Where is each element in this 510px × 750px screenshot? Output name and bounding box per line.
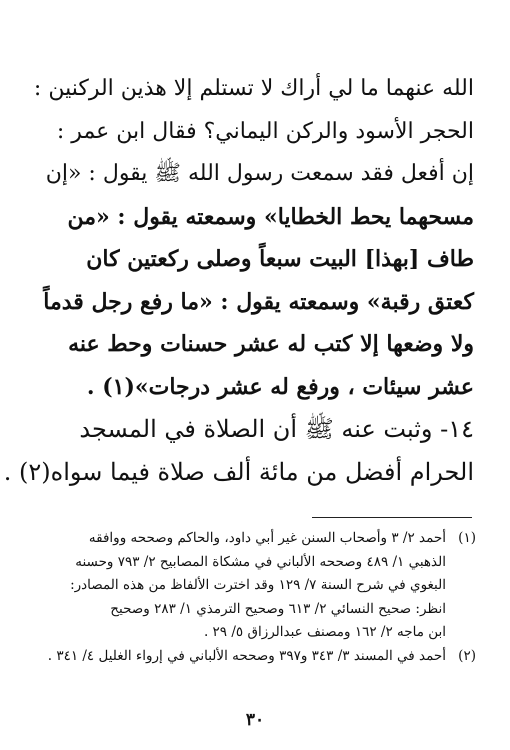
text-line: الله عنهما ما لي أراك لا تستلم إلا هذين الركنين : (33, 76, 474, 101)
text-line: مسحهما يحط الخطايا» وسمعته يقول : «من (67, 203, 474, 230)
footnote-line (36, 527, 476, 551)
footnote-line: انظر: صحيح النسائي ٢/ ٦١٣ وصحيح الترمذي ١/ ٢٨٣ وصحيح (110, 600, 446, 617)
text-line: إن أفعل فقد سمعت رسول الله ﷺ يقول : «إن (45, 161, 474, 186)
footnote-number: (١) (458, 530, 476, 546)
footnote-text: أحمد ٢/ ٣ وأصحاب السنن غير أبي داود، والحاكم وصححه ووافقه (88, 530, 446, 546)
text-line: الحرام أفضل من مائة ألف صلاة فيما سواه(٢) . (3, 457, 474, 486)
main-text (3, 68, 474, 493)
text-line: الحجر الأسود والركن اليماني؟ فقال ابن عمر : (56, 118, 474, 144)
footnote-text: أحمد في المسند ٣/ ٣٤٣ و٣٩٧ وصححه الألباني في إرواء الغليل ٤/ ٣٤١ . (47, 647, 446, 664)
footnote-line (36, 645, 476, 669)
text-line: عشر سيئات ، ورفع له عشر درجات»(١) . (86, 373, 474, 400)
footnote-number: (٢) (458, 647, 476, 664)
footnote-line: البغوي في شرح السنة ٧/ ١٢٩ وقد اخترت الألفاظ من هذه المصادر: (70, 577, 446, 593)
footnote-divider (312, 517, 472, 518)
text-line: طاف [بهذا] البيت سبعاً وصلى ركعتين كان (86, 246, 474, 272)
footnote-line: الذهبي ١/ ٤٨٩ وصححه الألباني في مشكاة المصابيح ٢/ ٧٩٣ وحسنه (75, 553, 446, 570)
footnote-line: ابن ماجه ٢/ ١٦٢ ومصنف عبدالرزاق ٥/ ٢٩ . (203, 624, 446, 640)
text-line: ولا وضعها إلا كتب له عشر حسنات وحط عنه (68, 331, 474, 357)
text-line: كعتق رقبة» وسمعته يقول : «ما رفع رجل قدماً (43, 288, 474, 315)
text-line: ١٤- وثبت عنه ﷺ أن الصلاة في المسجد (79, 415, 474, 443)
page-number: ٣٠ (245, 710, 265, 730)
footnotes (36, 527, 476, 668)
